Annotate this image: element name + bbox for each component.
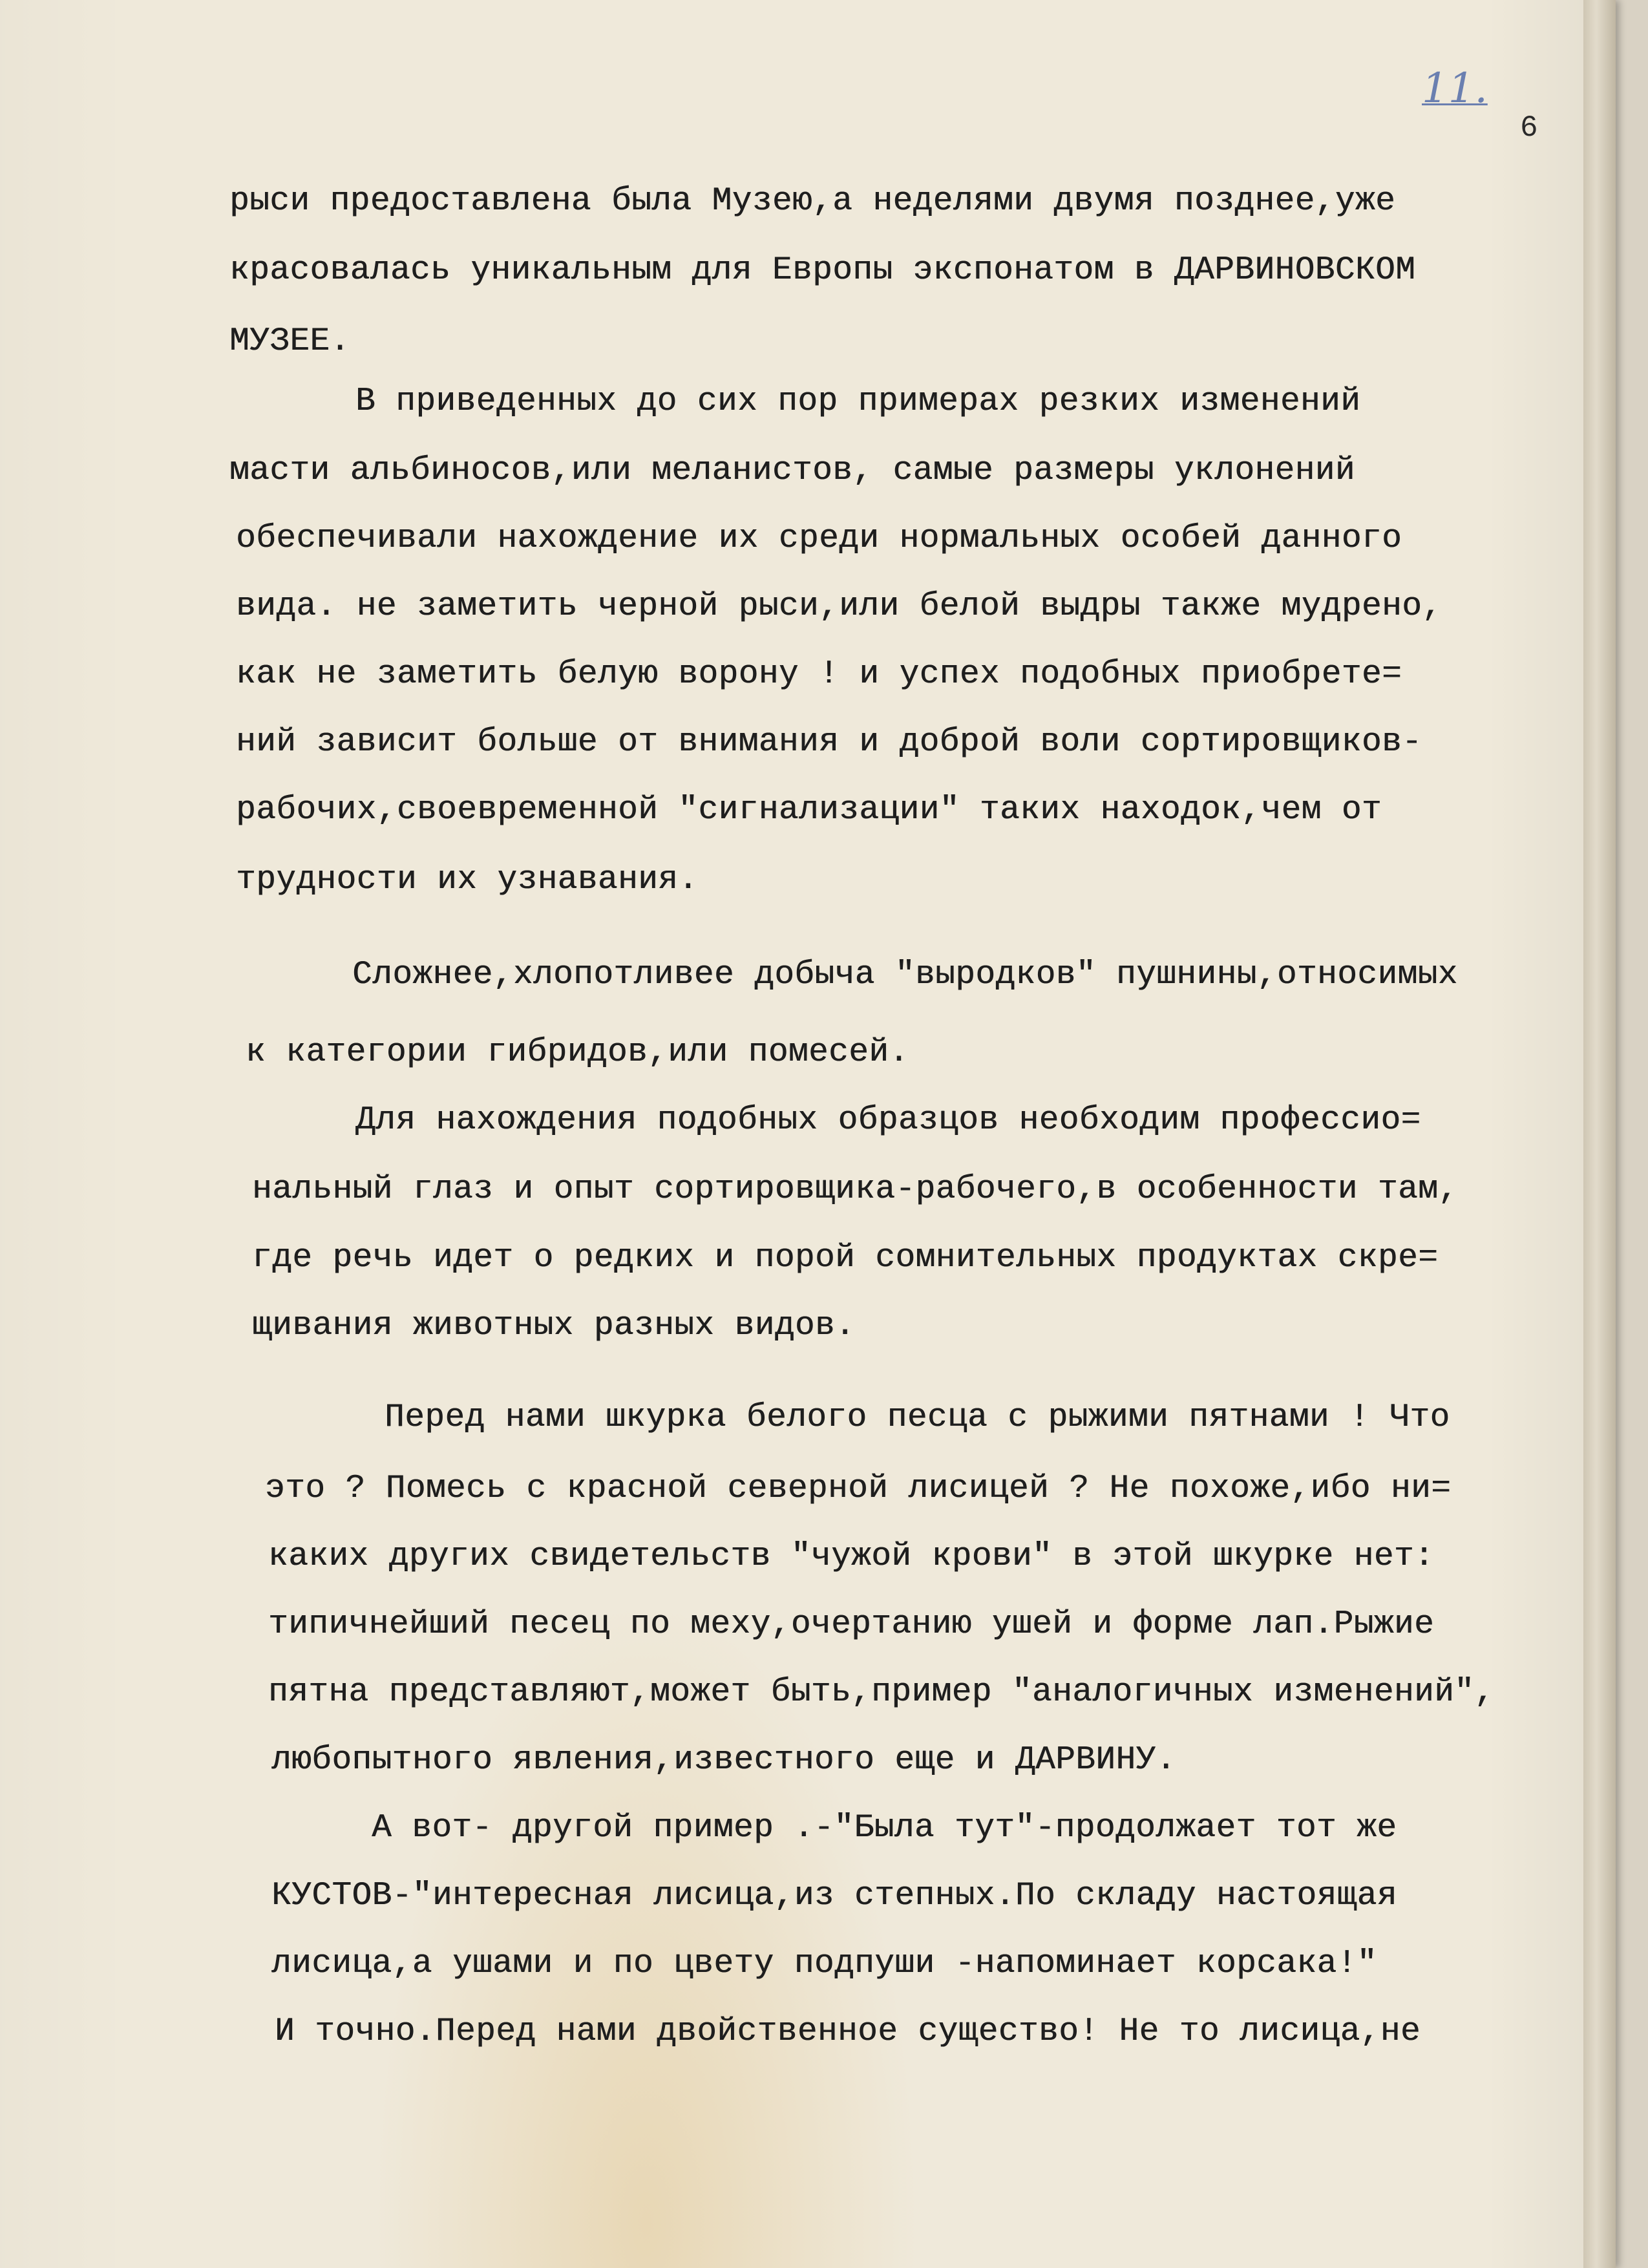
text-line: рабочих,своевременной "сигнализации" таких находок,чем от <box>236 792 1382 829</box>
text-line: к категории гибридов,или помесей. <box>246 1034 909 1071</box>
text-line: И точно.Перед нами двойственное существо! Не то лисица,не <box>275 2013 1421 2050</box>
text-line: лисица,а ушами и по цвету подпуши -напоминает корсака!" <box>271 1945 1377 1982</box>
text-line: вида. не заметить черной рыси,или белой выдры также мудрено, <box>236 588 1442 625</box>
text-line: красовалась уникальным для Европы экспонатом в ДАРВИНОВСКОМ <box>229 252 1416 289</box>
text-line: как не заметить белую ворону ! и успех подобных приобрете= <box>236 656 1402 693</box>
text-line: щивания животных разных видов. <box>252 1308 856 1344</box>
text-line: ний зависит больше от внимания и доброй воли сортировщиков- <box>236 724 1422 761</box>
text-line: обеспечивали нахождение их среди нормальных особей данного <box>236 520 1402 557</box>
archive-page-number: 11. <box>1422 65 1488 112</box>
text-line: любопытного явления,известного еще и ДАРВИНУ. <box>271 1742 1176 1779</box>
text-line: КУСТОВ-"интересная лисица,из степных.По складу настоящая <box>271 1878 1397 1914</box>
text-line: трудности их узнавания. <box>236 862 699 898</box>
text-line: В приведенных до сих пор примерах резких изменений <box>355 383 1361 420</box>
text-line: пятна представляют,может быть,пример "аналогичных изменений", <box>268 1674 1495 1711</box>
text-line: где речь идет о редких и порой сомнительных продуктах скре= <box>252 1240 1439 1277</box>
text-line: Перед нами шкурка белого песца с рыжими пятнами ! Что <box>385 1399 1450 1436</box>
text-line: масти альбиносов,или меланистов, самые размеры уклонений <box>229 452 1355 489</box>
text-line: рыси предоставлена была Музею,а неделями двумя позднее,уже <box>229 183 1396 220</box>
page-edge-shadow <box>1583 0 1616 2268</box>
text-line: Сложнее,хлопотливее добыча "выродков" пушнины,относимых <box>352 957 1458 993</box>
text-line: каких других свидетельств "чужой крови" в этой шкурке нет: <box>268 1538 1435 1575</box>
text-line: типичнейший песец по меху,очертанию ушей и форме лап.Рыжие <box>268 1606 1435 1643</box>
text-line: это ? Помесь с красной северной лисицей ? Не похоже,ибо ни= <box>265 1470 1452 1507</box>
text-line: МУЗЕЕ. <box>229 323 350 360</box>
text-line: нальный глаз и опыт сортировщика-рабочего,в особенности там, <box>252 1171 1459 1208</box>
text-line: Для нахождения подобных образцов необходим профессио= <box>355 1102 1421 1139</box>
text-line: А вот- другой пример .-"Была тут"-продолжает тот же <box>372 1810 1397 1847</box>
page-number: 6 <box>1520 111 1538 145</box>
